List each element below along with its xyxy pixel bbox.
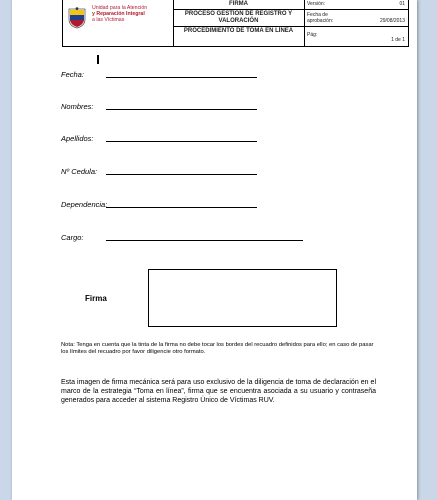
field-line-nombres[interactable] — [106, 109, 257, 110]
field-label-cedula: Nº Cedula: — [61, 167, 98, 176]
document-page — [12, 0, 417, 500]
page-label: Pág: — [307, 32, 318, 38]
field-label-cargo: Cargo: — [61, 233, 84, 242]
field-line-fecha[interactable] — [106, 77, 257, 78]
institution-logo — [63, 0, 173, 46]
header-divider — [304, 0, 305, 46]
field-line-apellidos[interactable] — [106, 141, 257, 142]
document-header — [62, 0, 409, 47]
header-divider — [173, 26, 408, 27]
text-cursor — [97, 55, 99, 64]
logo-text — [92, 6, 147, 23]
version-value: 01 — [399, 1, 405, 7]
field-line-dependencia[interactable] — [106, 207, 257, 208]
usage-paragraph: Esta imagen de firma mecánica será para uso exclusivo de la diligencia de toma de declaración en el marco de la estrategia “Toma en línea”, firma que se encuentra asociada a su usuario y contraseña generados para acceder al sistema Registro Único de Víctimas RUV. — [61, 379, 376, 405]
signature-note: Nota: Tenga en cuenta que la tinta de la firma no debe tocar los bordes del recuadro definidos para ello; en caso de pasar los límites del recuadro por favor diligencie otro formato. — [61, 342, 374, 355]
field-label-fecha: Fecha: — [61, 70, 84, 79]
approval-date-label: Fecha de aprobación: — [307, 12, 334, 24]
version-label: Versión: — [307, 1, 326, 7]
signature-box[interactable] — [148, 269, 337, 327]
signature-label: Firma — [85, 294, 107, 303]
page-value: 1 de 1 — [391, 37, 405, 43]
coat-of-arms-icon — [67, 7, 87, 29]
procedure-name: PROCEDIMIENTO DE TOMA EN LÍNEA — [183, 28, 294, 34]
process-name: PROCESO GESTIÓN DE REGISTRO Y VALORACIÓN — [184, 11, 293, 24]
header-divider — [173, 9, 408, 10]
field-label-apellidos: Apellidos: — [61, 134, 94, 143]
field-line-cedula[interactable] — [106, 174, 257, 175]
document-title: FIRMA — [229, 1, 248, 7]
field-label-nombres: Nombres: — [61, 102, 94, 111]
logo-line: y Reparación Integral — [92, 10, 145, 17]
logo-line: Unidad para la Atención — [92, 5, 148, 11]
field-label-dependencia: Dependencia: — [61, 200, 108, 209]
approval-date-value: 29/08/2013 — [379, 18, 405, 24]
logo-line: a las Víctimas — [92, 16, 125, 23]
field-line-cargo[interactable] — [106, 240, 303, 241]
